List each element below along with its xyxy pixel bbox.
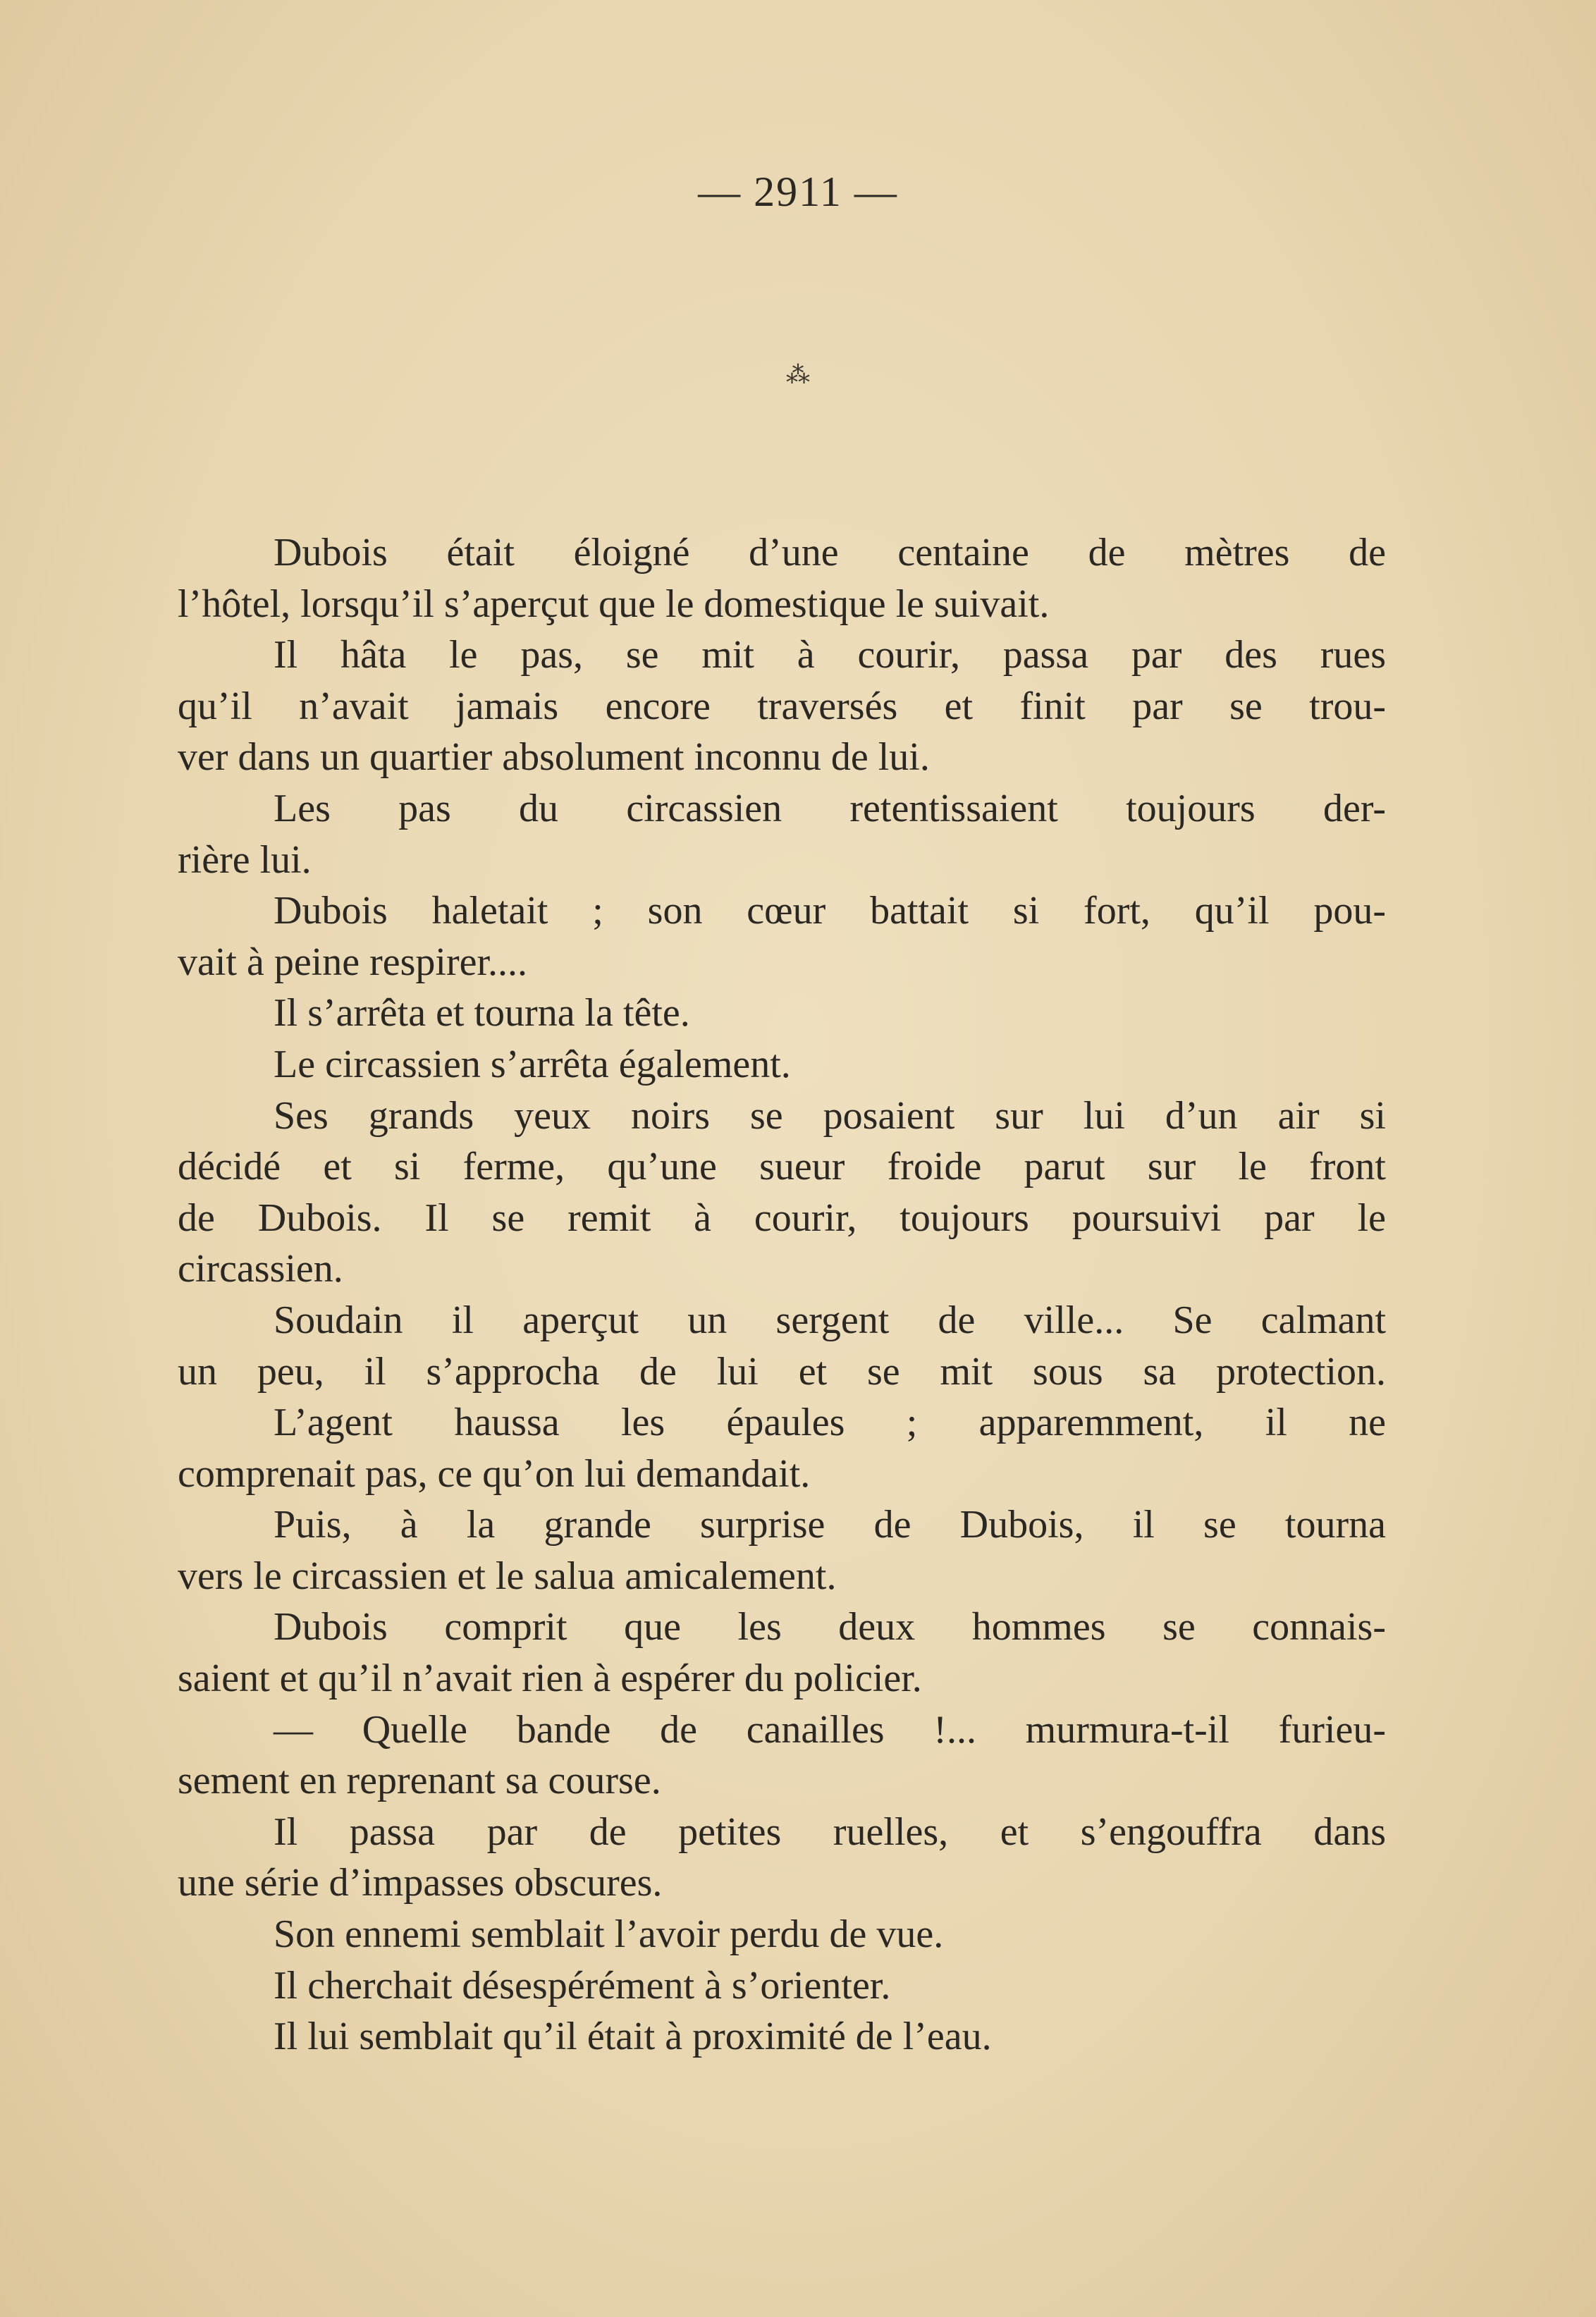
text-line: vait à peine respirer.... bbox=[178, 940, 528, 984]
text-line: saient et qu’il n’avait rien à espérer du policier. bbox=[178, 1657, 922, 1701]
text-line: ver dans un quartier absolument inconnu de lui. bbox=[178, 735, 930, 780]
text-line: Soudain il aperçut un sergent de ville... Se calmant bbox=[274, 1298, 1386, 1342]
text-line: une série d’impasses obscures. bbox=[178, 1861, 663, 1905]
text-line: Ses grands yeux noirs se posaient sur lui d’un air si bbox=[274, 1093, 1386, 1138]
page-number: — 2911 — bbox=[698, 168, 898, 215]
text-line: vers le circassien et le salua amicalement. bbox=[178, 1554, 837, 1598]
text-line: Dubois haletait ; son cœur battait si fort, qu’il pou- bbox=[274, 889, 1386, 933]
text-line: comprenait pas, ce qu’on lui demandait. bbox=[178, 1451, 811, 1496]
text-line: L’agent haussa les épaules ; apparemment, il ne bbox=[274, 1401, 1386, 1445]
text-line: Il s’arrêta et tourna la tête. bbox=[274, 991, 690, 1035]
text-line: Il lui semblait qu’il était à proximité de l’eau. bbox=[274, 2015, 992, 2059]
text-line: un peu, il s’approcha de lui et se mit sous sa protection. bbox=[178, 1349, 1386, 1394]
text-line: Il hâta le pas, se mit à courir, passa par des rues bbox=[274, 633, 1386, 677]
section-break-asterism: ⁂ bbox=[786, 362, 810, 388]
text-line: — Quelle bande de canailles !... murmura-t-il furieu- bbox=[274, 1707, 1386, 1752]
text-line: rière lui. bbox=[178, 837, 312, 882]
text-line: sement en reprenant sa course. bbox=[178, 1759, 661, 1803]
text-line: Dubois était éloigné d’une centaine de mètres de bbox=[274, 531, 1386, 574]
text-line: circassien. bbox=[178, 1247, 343, 1291]
text-line: qu’il n’avait jamais encore traversés et finit par se trou- bbox=[178, 684, 1386, 728]
text-line: Les pas du circassien retentissaient toujours der- bbox=[274, 786, 1386, 830]
text-line: Il cherchait désespérément à s’orienter. bbox=[274, 1963, 891, 2008]
text-line: de Dubois. Il se remit à courir, toujours poursuivi par le bbox=[178, 1196, 1386, 1240]
text-line: l’hôtel, lorsqu’il s’aperçut que le domestique le suivait. bbox=[178, 582, 1050, 626]
text-line: Dubois comprit que les deux hommes se connais- bbox=[274, 1605, 1386, 1649]
text-line: Il passa par de petites ruelles, et s’engouffra dans bbox=[274, 1809, 1386, 1854]
body-text bbox=[178, 527, 1386, 2063]
text-line: Puis, à la grande surprise de Dubois, il se tourna bbox=[274, 1503, 1386, 1547]
text-line: Le circassien s’arrêta également. bbox=[274, 1042, 791, 1086]
text-line: décidé et si ferme, qu’une sueur froide parut sur le front bbox=[178, 1145, 1386, 1189]
text-line: Son ennemi semblait l’avoir perdu de vue. bbox=[274, 1912, 944, 1957]
